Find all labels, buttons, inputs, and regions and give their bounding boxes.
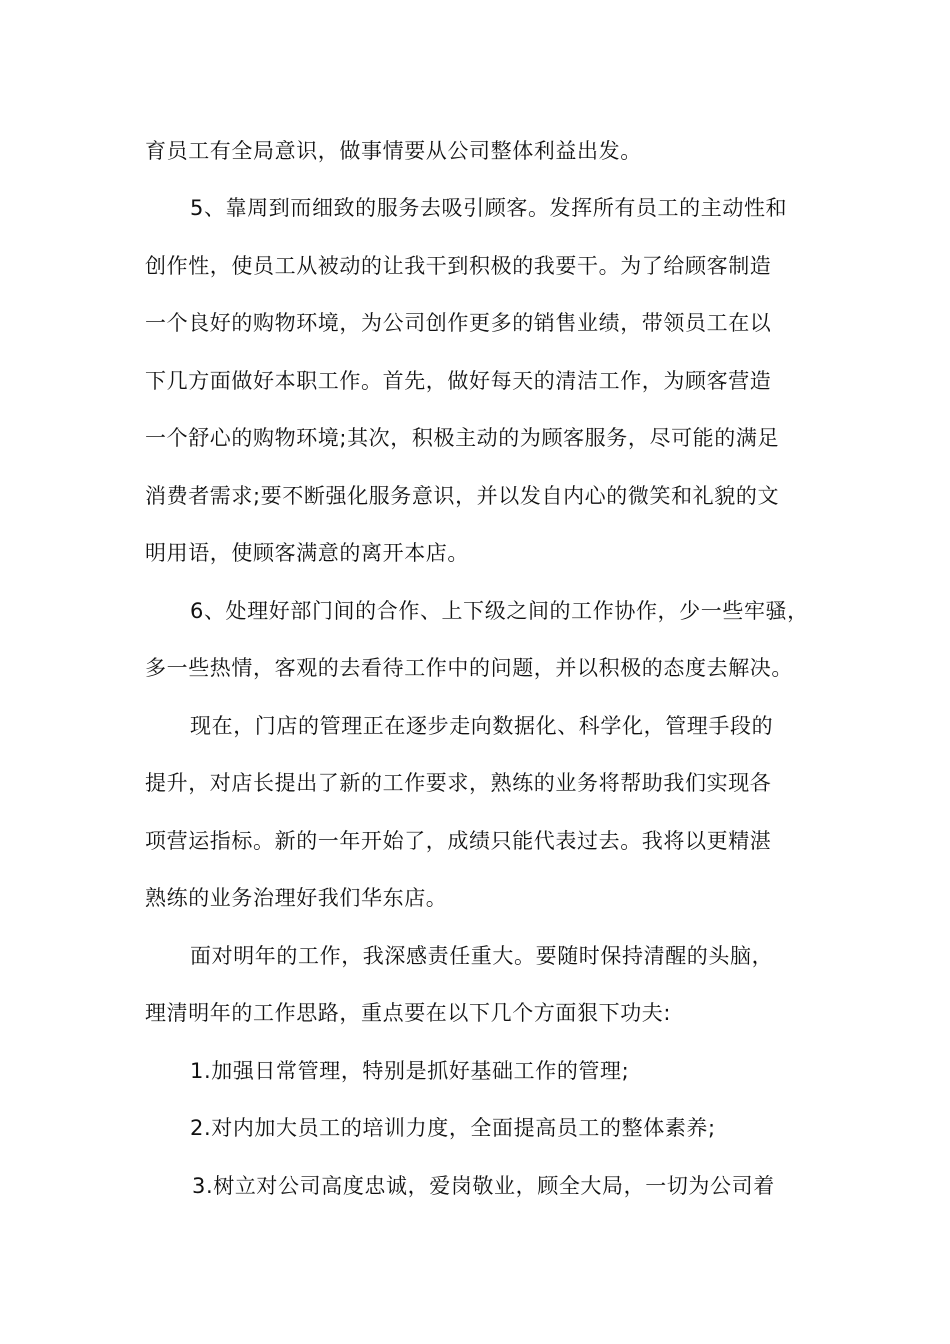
text-line: 熟练的业务治理好我们华东店。: [145, 886, 448, 910]
text-line: 创作性，使员工从被动的让我干到积极的我要干。为了给顾客制造: [145, 254, 772, 278]
list-item: 1.加强日常管理，特别是抓好基础工作的管理;: [190, 1059, 630, 1083]
list-item: 2.对内加大员工的培训力度，全面提高员工的整体素养;: [190, 1116, 716, 1140]
text-line: 一个舒心的购物环境;其次，积极主动的为顾客服务，尽可能的满足: [145, 426, 780, 450]
text-line: 下几方面做好本职工作。首先，做好每天的清洁工作，为顾客营造: [145, 369, 772, 393]
text-line: 面对明年的工作，我深感责任重大。要随时保持清醒的头脑，: [190, 944, 774, 968]
text-line: 5、靠周到而细致的服务去吸引顾客。发挥所有员工的主动性和: [190, 196, 788, 220]
list-item: 3.树立对公司高度忠诚，爱岗敬业，顾全大局，一切为公司着: [192, 1174, 775, 1198]
text-line: 理清明年的工作思路，重点要在以下几个方面狠下功夫:: [145, 1001, 672, 1025]
text-line: 育员工有全局意识，做事情要从公司整体利益出发。: [145, 139, 642, 163]
text-line: 多一些热情，客观的去看待工作中的问题，并以积极的态度去解决。: [145, 656, 793, 680]
text-line: 提升，对店长提出了新的工作要求，熟练的业务将帮助我们实现各: [145, 771, 772, 795]
text-line: 明用语，使顾客满意的离开本店。: [145, 541, 469, 565]
text-line: 现在，门店的管理正在逐步走向数据化、科学化，管理手段的: [190, 714, 774, 738]
text-line: 一个良好的购物环境，为公司创作更多的销售业绩，带领员工在以: [145, 311, 772, 335]
text-line: 消费者需求;要不断强化服务意识，并以发自内心的微笑和礼貌的文: [145, 484, 780, 508]
text-line: 6、处理好部门间的合作、上下级之间的工作协作，少一些牢骚，: [190, 599, 809, 623]
text-line: 项营运指标。新的一年开始了，成绩只能代表过去。我将以更精湛: [145, 829, 772, 853]
